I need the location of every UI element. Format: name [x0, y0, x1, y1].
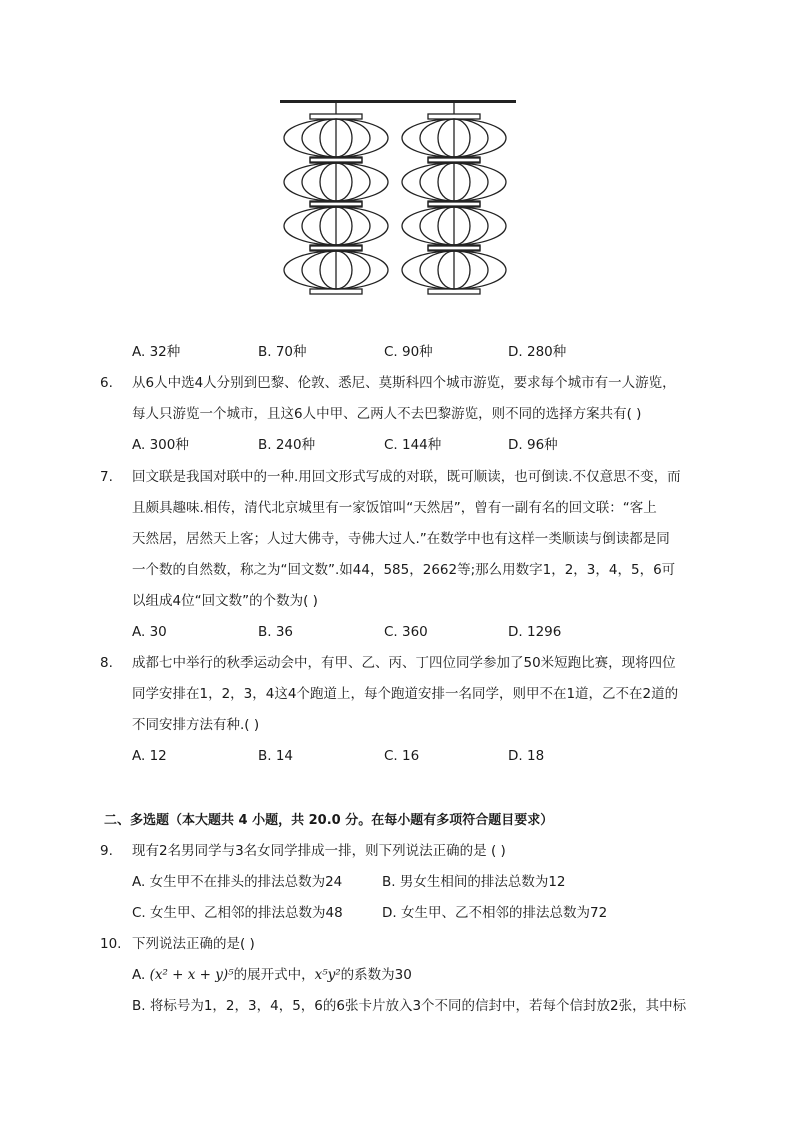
q8-option-c[interactable]: C. 16 — [384, 748, 420, 764]
lantern — [284, 158, 388, 206]
q9-option-c[interactable]: C. 女生甲、乙相邻的排法总数为48 — [132, 905, 343, 921]
option-text: B. 将标号为1，2，3，4，5，6的6张卡片放入3个不同的信封中，若每个信封放2张，其中标 — [132, 998, 687, 1014]
lantern-strings — [284, 103, 506, 294]
q6-option-b[interactable]: B. 240种 — [258, 437, 316, 453]
question-text-line: 且颇具趣味.相传，清代北京城里有一家饭馆叫“天然居”，曾有一副有名的回文联：“客上 — [132, 500, 657, 516]
q5-option-a[interactable]: A. 32种 — [132, 344, 181, 360]
question-text-line: 现有2名男同学与3名女同学排成一排，则下列说法正确的是 ( ) — [132, 843, 506, 859]
q5-option-b[interactable]: B. 70种 — [258, 344, 307, 360]
lantern-figure — [276, 94, 520, 304]
q10-option-b[interactable] — [132, 991, 712, 1022]
section-heading: 二、多选题（本大题共 4 小题，共 20.0 分。在每小题有多项符合题目要求） — [104, 813, 554, 828]
q9-options-row2 — [132, 898, 712, 929]
option-text: 的系数为30 — [340, 967, 412, 983]
q8-option-a[interactable]: A. 12 — [132, 748, 167, 764]
q6-option-a[interactable]: A. 300种 — [132, 437, 189, 453]
question-number: 10. — [100, 936, 122, 952]
lantern — [402, 246, 506, 294]
q7-option-c[interactable]: C. 360 — [384, 624, 428, 640]
question-7 — [100, 462, 700, 617]
q8-options — [132, 741, 712, 772]
q9-options-row1 — [132, 867, 712, 898]
math-expression: (x² + x + y)⁵ — [149, 967, 234, 983]
question-number: 7. — [100, 469, 113, 485]
lantern — [284, 114, 388, 162]
lantern — [402, 158, 506, 206]
question-text-line: 同学安排在1，2，3，4这4个跑道上，每个跑道安排一名同学，则甲不在1道，乙不在2道的 — [132, 686, 679, 702]
q6-option-d[interactable]: D. 96种 — [508, 437, 558, 453]
question-number: 8. — [100, 655, 113, 671]
q9-option-d[interactable]: D. 女生甲、乙不相邻的排法总数为72 — [382, 905, 608, 921]
question-10 — [100, 929, 700, 960]
question-text-line: 从6人中选4人分别到巴黎、伦敦、悉尼、莫斯科四个城市游览，要求每个城市有一人游览， — [132, 375, 676, 391]
lantern — [402, 114, 506, 162]
hanging-rod — [280, 100, 516, 103]
lantern — [284, 246, 388, 294]
option-text: 的展开式中， — [233, 967, 315, 983]
lantern — [284, 202, 388, 250]
question-text-line: 成都七中举行的秋季运动会中，有甲、乙、丙、丁四位同学参加了50米短跑比赛，现将四位 — [132, 655, 676, 671]
question-number: 6. — [100, 375, 113, 391]
q8-option-b[interactable]: B. 14 — [258, 748, 294, 764]
question-8 — [100, 648, 700, 741]
question-text-line: 回文联是我国对联中的一种.用回文形式写成的对联，既可顺读，也可倒读.不仅意思不变，而 — [132, 469, 681, 485]
lantern — [402, 202, 506, 250]
q9-option-b[interactable]: B. 男女生相间的排法总数为12 — [382, 874, 566, 890]
option-label: A. — [132, 967, 150, 983]
q5-options — [132, 337, 712, 368]
question-text-line: 下列说法正确的是( ) — [132, 936, 255, 952]
q9-option-a[interactable]: A. 女生甲不在排头的排法总数为24 — [132, 874, 343, 890]
q6-option-c[interactable]: C. 144种 — [384, 437, 442, 453]
q7-options — [132, 617, 712, 648]
question-text-line: 每人只游览一个城市，且这6人中甲、乙两人不去巴黎游览，则不同的选择方案共有( ) — [132, 406, 642, 422]
q8-option-d[interactable]: D. 18 — [508, 748, 545, 764]
question-6 — [100, 368, 700, 430]
q10-option-a[interactable] — [132, 960, 712, 991]
question-text-line: 天然居，居然天上客；人过大佛寺，寺佛大过人.”在数学中也有这样一类顺读与倒读都是同 — [132, 531, 670, 547]
q7-option-a[interactable]: A. 30 — [132, 624, 167, 640]
q6-options — [132, 430, 712, 461]
q7-option-b[interactable]: B. 36 — [258, 624, 294, 640]
q5-option-c[interactable]: C. 90种 — [384, 344, 433, 360]
question-number: 9. — [100, 843, 113, 859]
question-text-line: 不同安排方法有种.( ) — [132, 717, 260, 733]
q7-option-d[interactable]: D. 1296 — [508, 624, 562, 640]
math-term: x⁵y² — [314, 967, 341, 983]
question-9 — [100, 836, 700, 867]
q5-option-d[interactable]: D. 280种 — [508, 344, 567, 360]
question-text-line: 一个数的自然数，称之为“回文数”.如44，585，2662等;那么用数字1，2，3，4，5，6可 — [132, 562, 676, 578]
question-text-line: 以组成4位“回文数”的个数为( ) — [132, 593, 318, 609]
